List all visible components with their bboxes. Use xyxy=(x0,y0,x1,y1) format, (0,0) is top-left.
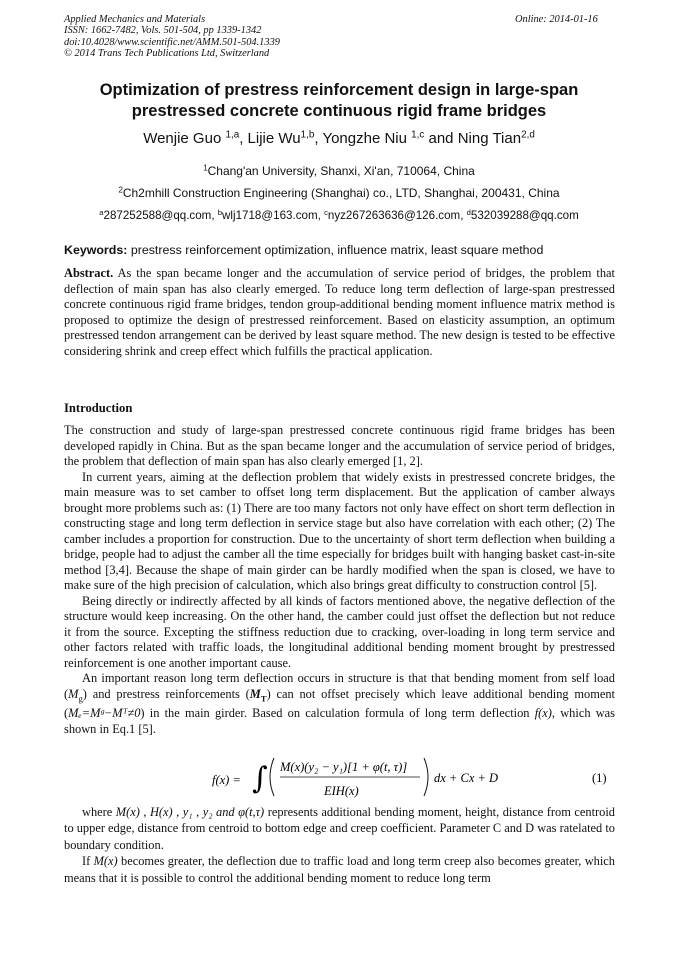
equation-numerator: M(x)(y₂ − y₁)[1 + φ(t, τ)] xyxy=(280,760,408,774)
keywords-text: prestress reinforcement optimization, influence matrix, least square method xyxy=(130,243,544,257)
issn-line: ISSN: 1662-7482, Vols. 501-504, pp 1339-1342 xyxy=(64,25,262,37)
author-name: Ning Tian xyxy=(457,130,522,147)
author-name: Yongzhe Niu xyxy=(322,130,407,147)
email-sup: d xyxy=(466,207,471,217)
keywords xyxy=(64,242,620,258)
equation-denominator: EIH(x) xyxy=(324,784,359,798)
affiliation-2 xyxy=(40,186,638,201)
affiliation-sup: 2 xyxy=(118,185,123,195)
email-sup: b xyxy=(217,207,223,217)
author-sup: 1,c xyxy=(411,129,425,141)
paragraph: In current years, aiming at the deflection problem that widely exists in prestressed concrete bridges, the main measure was to set camber to offset long term displacement. But the application of camber always brought more problems such as: (1) There are too many factors not only have effect on short term deflection in constructing stage and long term deflection in service stage but also have correlation with each other; (2) The camber includes a proportion for construction. Due to the uncertainty of short term deflection when building a bridge, people had to adjust the camber all the time especially for bridges built with hanging basket cast-in-site method [3,4]. Because the shape of main girder can be hardly modified when the span is closed, we have to make sure of the high precision of calculation, which also brings great difficulty to construction control [5]. xyxy=(64,469,615,592)
paper-title xyxy=(60,80,618,122)
running-header xyxy=(64,14,280,60)
email-link[interactable]: wlj1718@163.com xyxy=(222,209,318,222)
affiliation-1 xyxy=(40,164,638,179)
author-sup: 1,b xyxy=(300,129,315,141)
introduction-body xyxy=(64,423,615,737)
affiliation-sup: 1 xyxy=(203,163,208,173)
paragraph: The construction and study of large-span prestressed concrete continuous rigid frame bridges has been developed rapidly in China. But as the span became longer and the accumulation of service period of bridges, the problem that deflection of main span has also clearly emerged [1, 2]. xyxy=(64,423,615,468)
equation-svg xyxy=(212,752,615,802)
formula-inline: Mₑ=Mᵍ−Mᵀ≠0 xyxy=(68,706,141,721)
author-sep: , xyxy=(314,130,323,147)
online-date: Online: 2014-01-16 xyxy=(515,14,598,25)
paragraph: Being directly or indirectly affected by all kinds of factors mentioned above, the negative deflection of the structure would keep increasing. On the other hand, the camber could just offset the deflection but not reduce it from the source. Excepting the stiffness reduction due to cracking, over-loading in long term service and other factors related with traffic loads, the longitudinal additional bending moment brought by prestressed reinforcement is one another important cause. xyxy=(64,593,615,670)
author-name: Wenjie Guo xyxy=(143,130,222,147)
abstract-text: As the span became longer and the accumulation of service period of bridges, the problem that deflection of main span has also clearly emerged. To reduce long term deflection of large-span prestressed concrete continuous rigid frame bridges, tendon group-additional bending moment influence matrix method is proposed to optimize the design of prestressed reinforcement. Based on elasticity assumption, an optimum prestressed tendon arrangement can be derived by least square method. The new design is tested to be effective considering shrink and creep effect which fulfills the practical application. xyxy=(64,266,615,358)
right-paren-big xyxy=(424,758,428,796)
equation-tail: dx + Cx + D xyxy=(434,771,499,785)
copyright-line: © 2014 Trans Tech Publications Ltd, Switzerland xyxy=(64,48,270,60)
author-list xyxy=(60,129,618,149)
equation-1 xyxy=(212,752,615,802)
paragraph: An important reason long term deflection occurs in structure is that that bending moment from self load $(M_g)$ and prestress reinforcements $(M_T)$ can not offset precisely which leave additional bending moment (Mₑ=Mᵍ−Mᵀ≠0) in the main girder. Based on calculation formula of long term deflection f(x), which was shown in Eq.1 [5]. xyxy=(64,671,615,736)
doi-line: doi:10.4028/www.scientific.net/AMM.501-504.1339 xyxy=(64,36,280,48)
email-sup: a xyxy=(99,207,104,217)
title-line-1: Optimization of prestress reinforcement design in large-span xyxy=(99,81,579,99)
author-sep: , xyxy=(239,130,248,147)
equation-number: (1) xyxy=(592,771,607,785)
affiliation-text: Ch2mhill Construction Engineering (Shanghai) co., LTD, Shanghai, 200431, China xyxy=(122,186,560,200)
left-paren-big xyxy=(270,758,274,796)
title-line-2: prestressed concrete continuous rigid frame bridges xyxy=(131,102,547,120)
email-link[interactable]: 287252588@qq.com xyxy=(103,209,212,222)
section-heading-introduction: Introduction xyxy=(64,401,133,415)
email-link[interactable]: nyz267263636@126.com xyxy=(327,209,461,222)
equation-explanation xyxy=(64,804,615,886)
author-sup: 1,a xyxy=(225,129,240,141)
email-link[interactable]: 532039288@qq.com xyxy=(470,209,579,222)
journal-name: Applied Mechanics and Materials xyxy=(64,14,206,25)
abstract xyxy=(64,266,615,359)
affiliation-text: Chang'an University, Shanxi, Xi'an, 710064, China xyxy=(207,164,475,178)
integral-sign: ∫ xyxy=(252,761,268,796)
variable-list: M(x) , H(x) , y₁ , y₂ and φ(t,τ) xyxy=(115,805,265,819)
abstract-label: Abstract. xyxy=(64,266,114,280)
keywords-label: Keywords: xyxy=(64,243,128,257)
author-sep: and xyxy=(424,130,458,147)
paragraph: If M(x) becomes greater, the deflection due to traffic load and long term creep also becomes greater, which means that it is possible to control the additional bending moment to reduce long term xyxy=(64,854,615,885)
equation-lhs: f(x) = xyxy=(212,773,241,787)
author-name: Lijie Wu xyxy=(247,130,301,147)
author-sup: 2,d xyxy=(521,129,535,141)
email-list: $^a$287252588@qq.com, $^b$wlj1718@163.com, $^c$nyz267263636@126.com, $^d$532039288@qq.com xyxy=(99,207,579,222)
paragraph: where M(x) , H(x) , y₁ , y₂ and φ(t,τ) represents additional bending moment, height, distance from centroid to upper edge, distance from centroid to bottom edge and creep coefficient. Parameter C and D was ratelated to boundary condition. xyxy=(64,805,615,852)
email-sup: c xyxy=(324,207,328,217)
